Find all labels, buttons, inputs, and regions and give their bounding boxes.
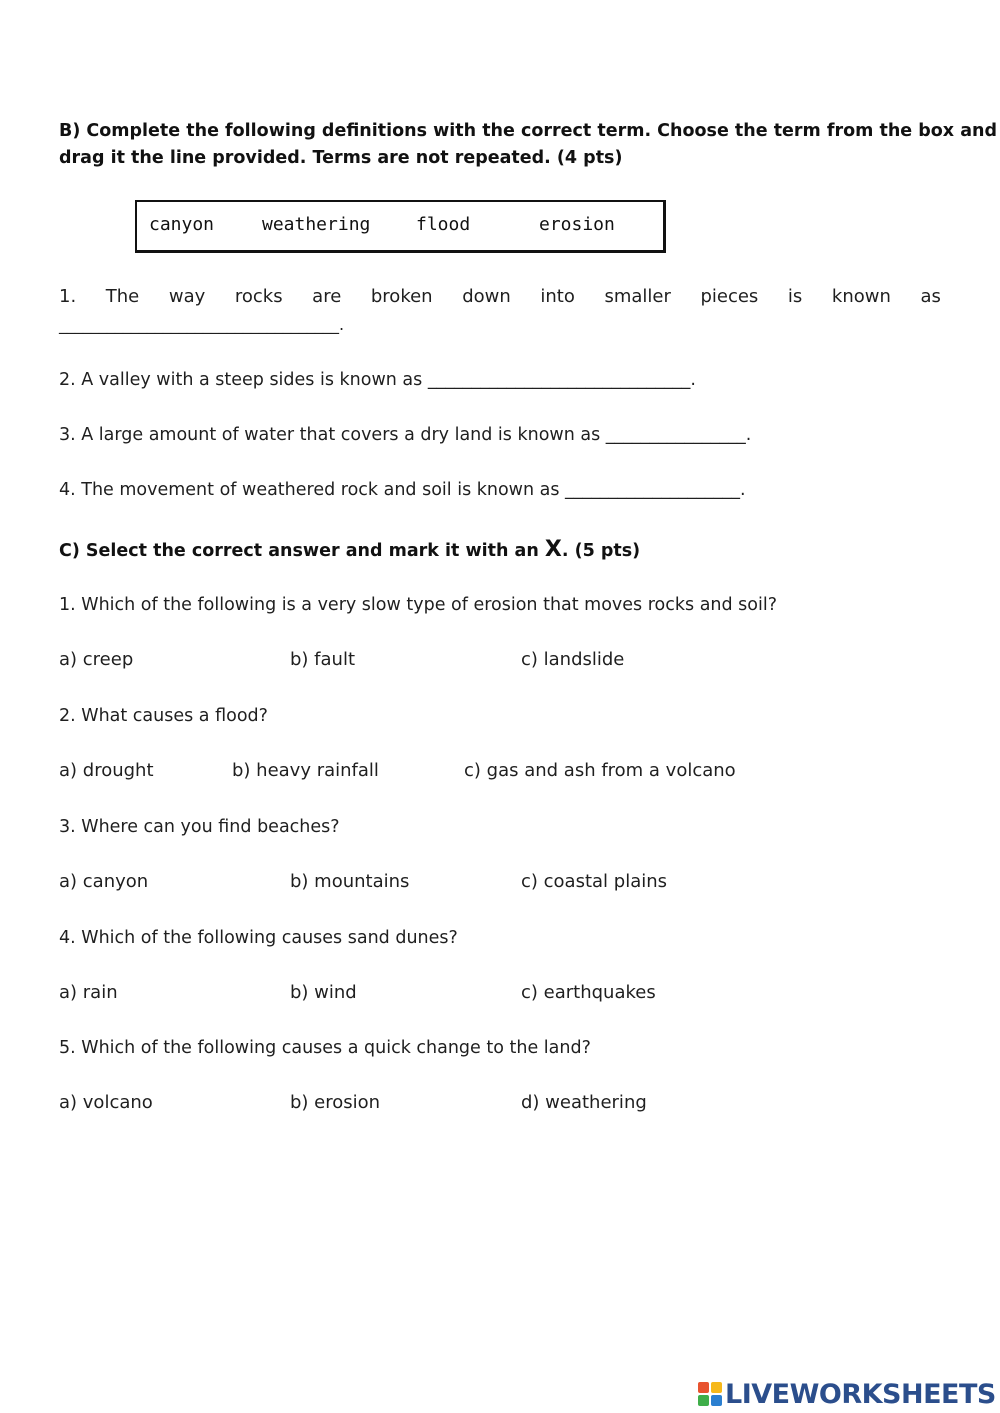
logo-grid-icon (698, 1382, 722, 1406)
q1-word: into (540, 286, 575, 307)
term-flood[interactable]: flood (416, 214, 471, 235)
q1-answer-blank[interactable]: ___________________________________. (59, 315, 345, 334)
q1-word: as (920, 286, 941, 307)
q1-word: pieces (700, 286, 759, 307)
q1-option-a[interactable]: a) creep (59, 649, 134, 670)
q1-word: smaller (604, 286, 671, 307)
logo-square (711, 1382, 722, 1393)
section-c-heading (59, 536, 640, 565)
section-b-question-2[interactable]: 2. A valley with a steep sides is known as ______________________________. (59, 370, 696, 390)
section-c-heading-end: . (5 pts) (561, 541, 641, 561)
q4-option-b[interactable]: b) wind (290, 982, 357, 1003)
q1-word: down (462, 286, 511, 307)
q2-option-c[interactable]: c) gas and ash from a volcano (464, 760, 736, 781)
q3-option-a[interactable]: a) canyon (59, 871, 149, 892)
x-mark: X (544, 537, 562, 562)
q3-option-c[interactable]: c) coastal plains (521, 871, 668, 892)
q1-option-b[interactable]: b) fault (290, 649, 356, 670)
section-c-question-3: 3. Where can you find beaches? (59, 817, 340, 837)
term-erosion[interactable]: erosion (539, 214, 615, 235)
section-c-heading-start: C) Select the correct answer and mark it with an (59, 541, 545, 561)
q5-option-a[interactable]: a) volcano (59, 1092, 153, 1113)
term-weathering[interactable]: weathering (262, 214, 371, 235)
section-c-question-2: 2. What causes a flood? (59, 706, 268, 726)
q1-word: broken (370, 286, 433, 307)
q2-option-b[interactable]: b) heavy rainfall (232, 760, 379, 781)
liveworksheets-logo (698, 1378, 996, 1410)
q1-word: 1. (59, 286, 77, 307)
section-b-heading-line1: B) Complete the following definitions with the correct term. Choose the term from the box and (59, 121, 997, 141)
q4-option-c[interactable]: c) earthquakes (521, 982, 656, 1003)
term-canyon[interactable]: canyon (149, 214, 215, 235)
q1-word: known (831, 286, 891, 307)
q1-word: The (105, 286, 140, 307)
section-c-question-5: 5. Which of the following causes a quick change to the land? (59, 1038, 591, 1058)
section-b-question-1 (59, 284, 941, 310)
q1-word: rocks (234, 286, 283, 307)
section-b-question-4[interactable]: 4. The movement of weathered rock and soil is known as ____________________. (59, 480, 746, 500)
logo-square (698, 1395, 709, 1406)
logo-square (711, 1395, 722, 1406)
term-box (135, 200, 666, 253)
q1-word: is (787, 286, 803, 307)
q1-word: are (312, 286, 342, 307)
logo-text: LIVEWORKSHEETS (725, 1378, 996, 1410)
q5-option-b[interactable]: b) erosion (290, 1092, 381, 1113)
section-b-heading-line2: drag it the line provided. Terms are not repeated. (4 pts) (59, 148, 623, 168)
section-c-question-4: 4. Which of the following causes sand dunes? (59, 928, 458, 948)
logo-square (698, 1382, 709, 1393)
q2-option-a[interactable]: a) drought (59, 760, 154, 781)
q5-option-d[interactable]: d) weathering (521, 1092, 647, 1113)
q1-word: way (168, 286, 206, 307)
q1-option-c[interactable]: c) landslide (521, 649, 625, 670)
section-c-question-1: 1. Which of the following is a very slow type of erosion that moves rocks and soil? (59, 595, 778, 615)
q4-option-a[interactable]: a) rain (59, 982, 118, 1003)
section-b-question-3[interactable]: 3. A large amount of water that covers a dry land is known as ________________. (59, 425, 752, 445)
q3-option-b[interactable]: b) mountains (290, 871, 410, 892)
